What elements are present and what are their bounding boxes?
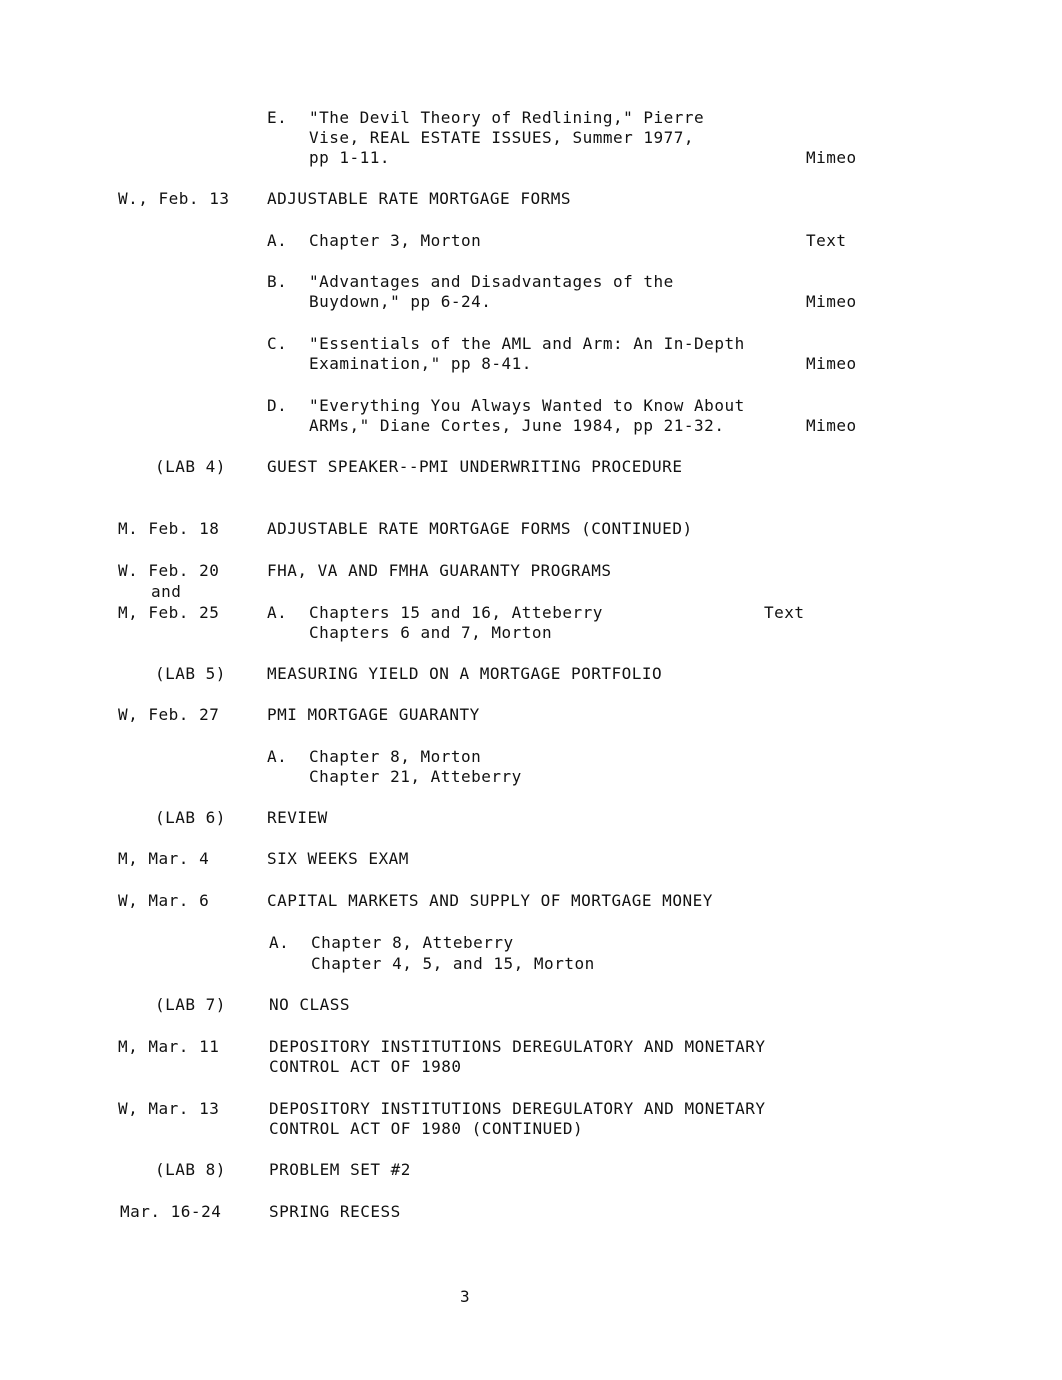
session-title: DEPOSITORY INSTITUTIONS DEREGULATORY AND MONETARY: [269, 1099, 766, 1118]
session-date: W, Mar. 13: [118, 1099, 220, 1118]
session-title: SIX WEEKS EXAM: [267, 849, 409, 868]
session-title: SPRING RECESS: [269, 1202, 401, 1221]
session-title: CONTROL ACT OF 1980 (CONTINUED): [269, 1119, 584, 1138]
lab-label: (LAB 7): [155, 995, 226, 1014]
reading-text: Examination," pp 8-41.: [309, 354, 532, 373]
lab-label: (LAB 5): [155, 664, 226, 683]
source-label: Text: [764, 603, 805, 622]
session-title: DEPOSITORY INSTITUTIONS DEREGULATORY AND MONETARY: [269, 1037, 766, 1056]
reading-text: Chapters 6 and 7, Morton: [309, 623, 553, 642]
item-letter: A.: [267, 747, 288, 766]
source-label: Mimeo: [806, 292, 857, 311]
session-date: W, Feb. 27: [118, 705, 220, 724]
item-letter: A.: [267, 231, 288, 250]
reading-text: pp 1-11.: [309, 148, 391, 167]
session-title: PMI MORTGAGE GUARANTY: [267, 705, 480, 724]
session-title: PROBLEM SET #2: [269, 1160, 411, 1179]
session-title: MEASURING YIELD ON A MORTGAGE PORTFOLIO: [267, 664, 663, 683]
reading-text: Chapter 4, 5, and 15, Morton: [311, 954, 595, 973]
session-title: ADJUSTABLE RATE MORTGAGE FORMS: [267, 189, 571, 208]
session-date: W. Feb. 20: [118, 561, 220, 580]
reading-text: Chapter 8, Morton: [309, 747, 482, 766]
session-date: M. Feb. 18: [118, 519, 220, 538]
item-letter: D.: [267, 396, 288, 415]
session-date: Mar. 16-24: [120, 1202, 222, 1221]
lab-label: (LAB 4): [155, 457, 226, 476]
reading-text: "Essentials of the AML and Arm: An In-Depth: [309, 334, 745, 353]
source-label: Mimeo: [806, 354, 857, 373]
reading-text: Chapters 15 and 16, Atteberry: [309, 603, 603, 622]
reading-text: "Advantages and Disadvantages of the: [309, 272, 674, 291]
reading-text: ARMs," Diane Cortes, June 1984, pp 21-32.: [309, 416, 725, 435]
session-date: M, Mar. 4: [118, 849, 210, 868]
session-title: ADJUSTABLE RATE MORTGAGE FORMS (CONTINUED): [267, 519, 693, 538]
reading-text: Vise, REAL ESTATE ISSUES, Summer 1977,: [309, 128, 695, 147]
session-title: CAPITAL MARKETS AND SUPPLY OF MORTGAGE MONEY: [267, 891, 713, 910]
session-title: CONTROL ACT OF 1980: [269, 1057, 462, 1076]
item-letter: C.: [267, 334, 288, 353]
session-date: M, Mar. 11: [118, 1037, 220, 1056]
date-conjunction: and: [151, 582, 182, 601]
session-date: W., Feb. 13: [118, 189, 230, 208]
source-label: Mimeo: [806, 416, 857, 435]
session-title: NO CLASS: [269, 995, 351, 1014]
lab-label: (LAB 8): [155, 1160, 226, 1179]
source-label: Mimeo: [806, 148, 857, 167]
reading-text: Buydown," pp 6-24.: [309, 292, 492, 311]
lab-label: (LAB 6): [155, 808, 226, 827]
reading-text: Chapter 21, Atteberry: [309, 767, 522, 786]
page-number: 3: [460, 1287, 471, 1306]
item-letter: B.: [267, 272, 288, 291]
reading-text: Chapter 8, Atteberry: [311, 933, 514, 952]
session-title: FHA, VA AND FMHA GUARANTY PROGRAMS: [267, 561, 612, 580]
reading-text: "The Devil Theory of Redlining," Pierre: [309, 108, 705, 127]
item-letter: A.: [267, 603, 288, 622]
session-date: W, Mar. 6: [118, 891, 210, 910]
source-label: Text: [806, 231, 847, 250]
session-title: GUEST SPEAKER--PMI UNDERWRITING PROCEDURE: [267, 457, 683, 476]
item-letter: A.: [269, 933, 290, 952]
reading-text: Chapter 3, Morton: [309, 231, 482, 250]
item-letter: E.: [267, 108, 288, 127]
session-date: M, Feb. 25: [118, 603, 220, 622]
session-title: REVIEW: [267, 808, 328, 827]
reading-text: "Everything You Always Wanted to Know About: [309, 396, 745, 415]
